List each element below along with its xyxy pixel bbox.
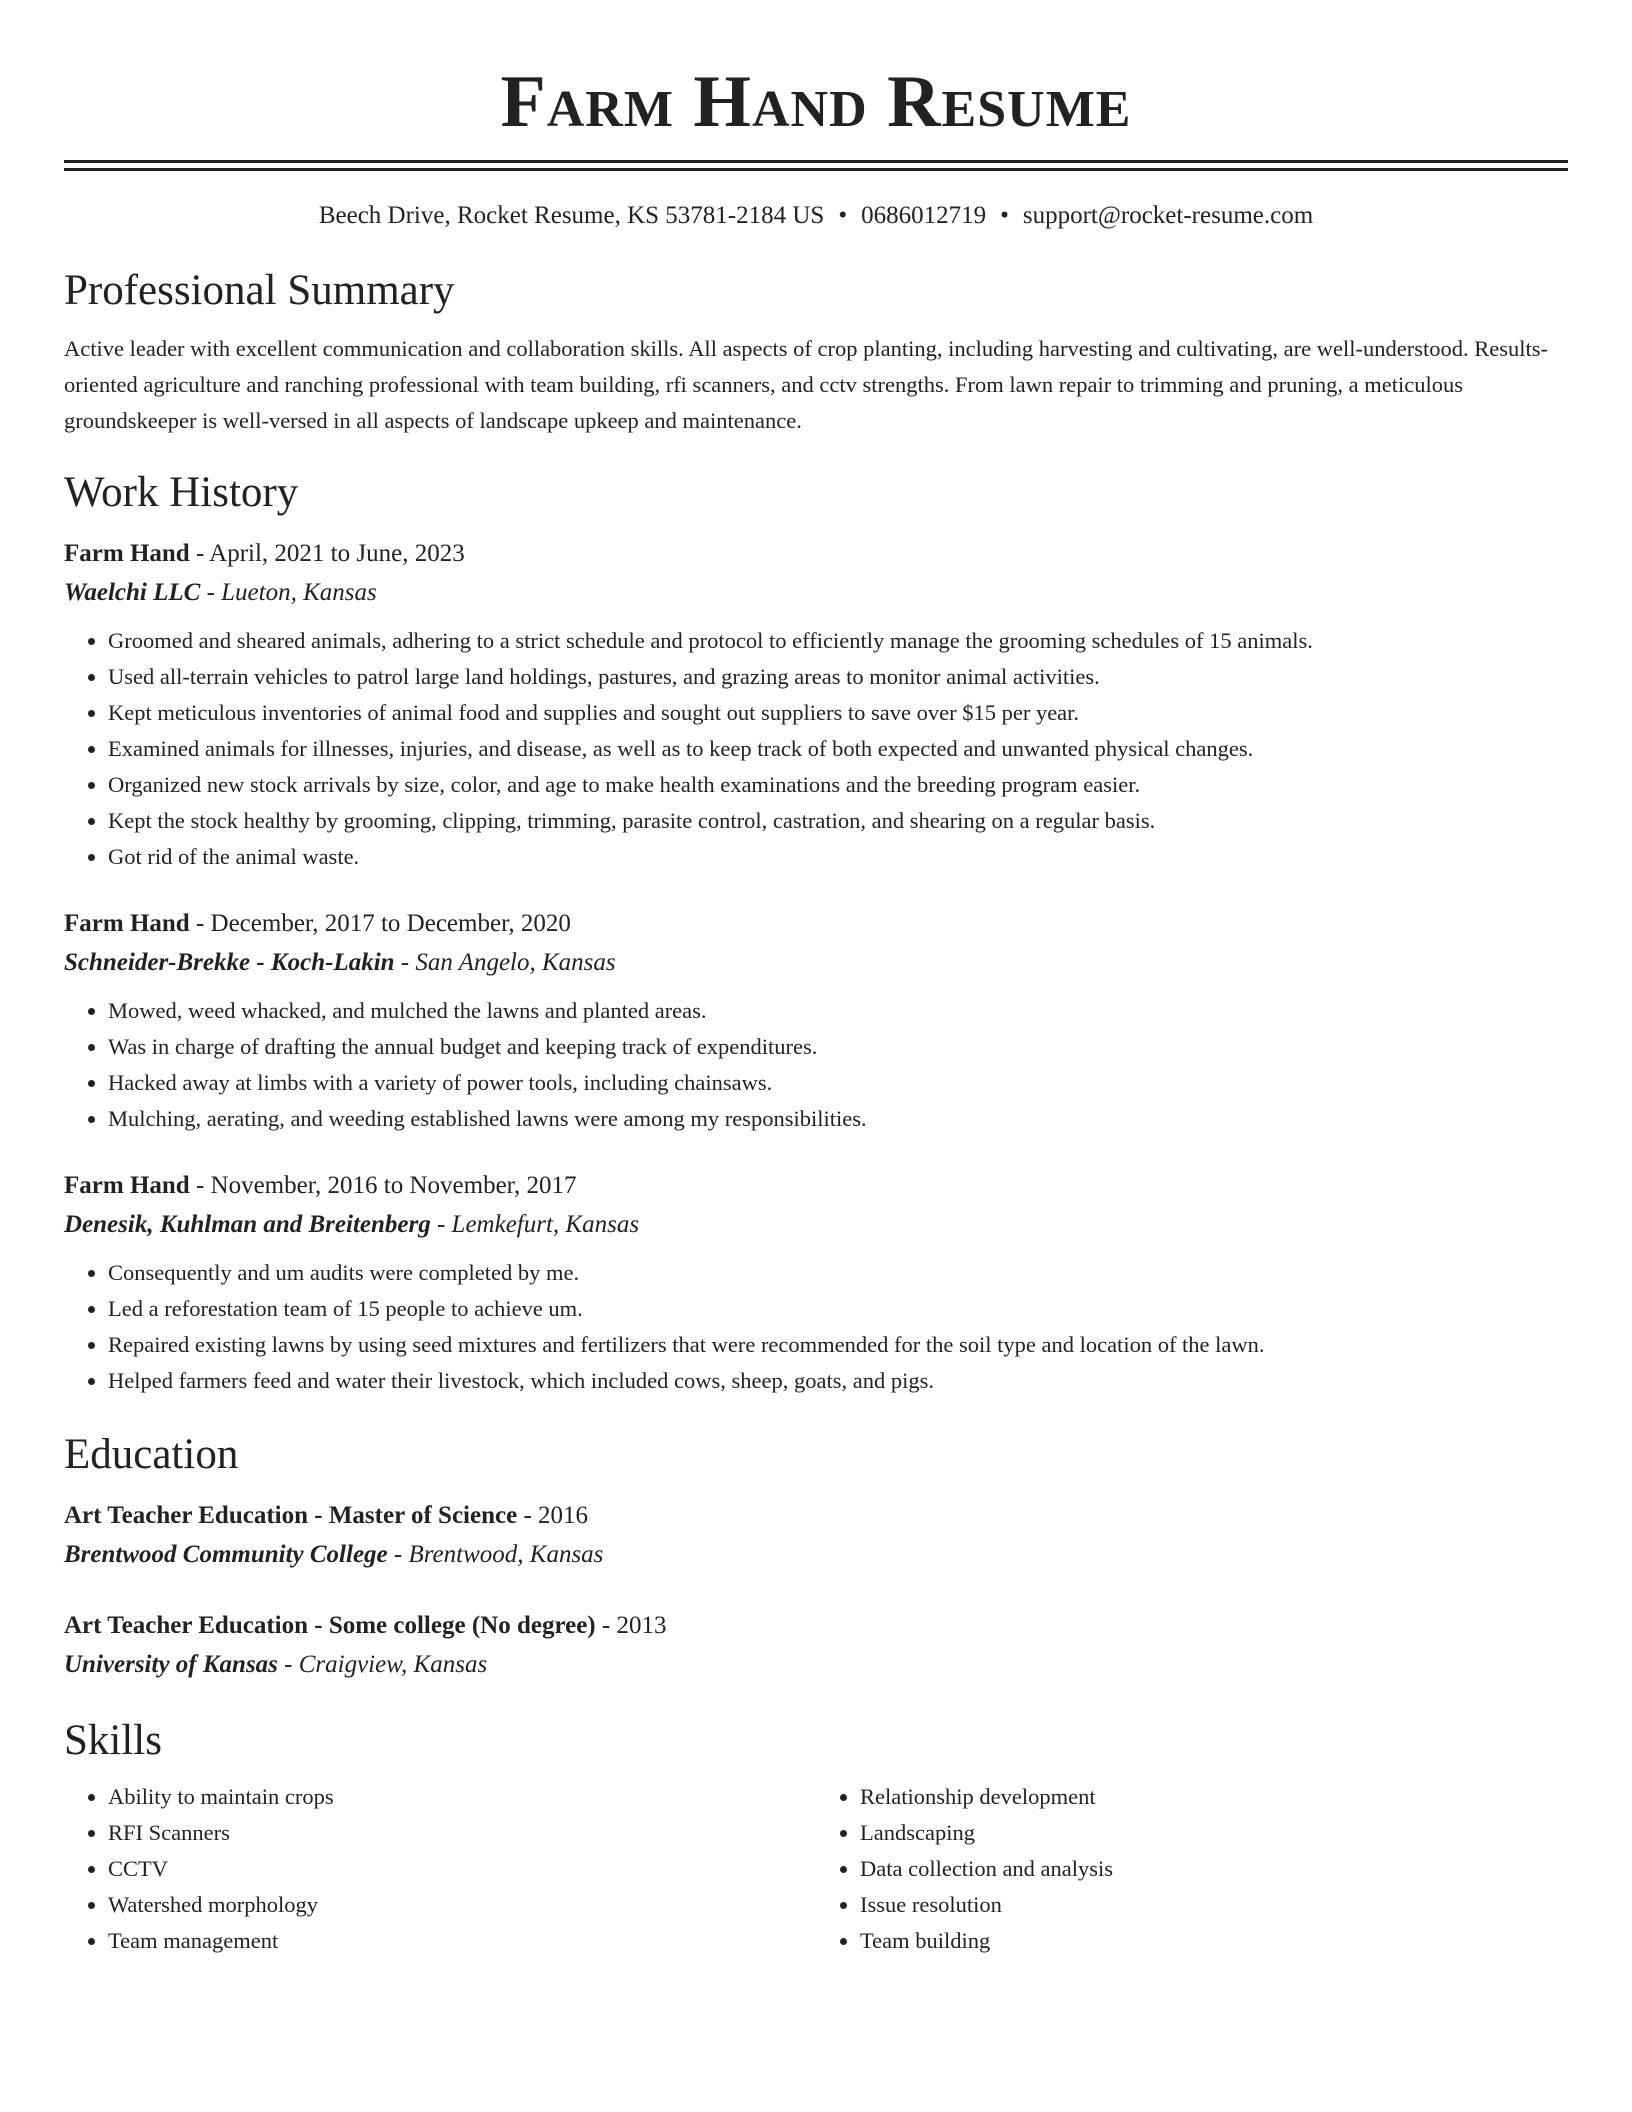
- degree-year: - 2013: [595, 1612, 667, 1639]
- school-location: - Brentwood, Kansas: [387, 1541, 604, 1568]
- job-bullet: • Repaired existing lawns by using seed mixtures and fertilizers that were recommended for the soil type and location of the lawn.: [108, 1327, 1568, 1363]
- employer-name: Schneider-Brekke - Koch-Lakin: [64, 949, 395, 976]
- education-entry: [64, 1497, 1568, 1575]
- skill-item: • Team management: [108, 1923, 816, 1959]
- job-bullet: • Hacked away at limbs with a variety of power tools, including chainsaws.: [108, 1065, 1568, 1101]
- skill-item: • Ability to maintain crops: [108, 1779, 816, 1815]
- employer-location: - San Angelo, Kansas: [394, 949, 616, 976]
- degree-line: [64, 1497, 1568, 1535]
- employer-line: [64, 573, 1568, 613]
- skills-list-right: [816, 1779, 1568, 1959]
- job-bullet: • Consequently and um audits were completed by me.: [108, 1255, 1568, 1291]
- job-bullets: [64, 993, 1568, 1137]
- job-dates: - April, 2021 to June, 2023: [189, 540, 465, 567]
- school-line: [64, 1645, 1568, 1685]
- job-title-line: [64, 905, 1568, 943]
- contact-address: Beech Drive, Rocket Resume, KS 53781-2184 US: [318, 202, 825, 229]
- job-bullet: • Got rid of the animal waste.: [108, 839, 1568, 875]
- separator-dot: •: [838, 202, 848, 229]
- employer-location: - Lemkefurt, Kansas: [430, 1211, 640, 1238]
- skill-item: • Data collection and analysis: [860, 1851, 1568, 1887]
- summary-text: Active leader with excellent communication and collaboration skills. All aspects of crop planting, including harvesting and cultivating, are well-understood. Results-oriented agriculture and ranching professional with team building, rfi scanners, and cctv strengths. From lawn repair to trimming and pruning, a meticulous groundskeeper is well-versed in all aspects of landscape upkeep and maintenance.: [64, 336, 1548, 433]
- employer-name: Denesik, Kuhlman and Breitenberg: [64, 1211, 431, 1238]
- skill-item: • Issue resolution: [860, 1887, 1568, 1923]
- job-bullet: • Kept meticulous inventories of animal food and supplies and sought out suppliers to save over $15 per year.: [108, 695, 1568, 731]
- job-bullets: [64, 623, 1568, 875]
- skill-item: • RFI Scanners: [108, 1815, 816, 1851]
- employer-line: [64, 1205, 1568, 1245]
- job-dates: - December, 2017 to December, 2020: [189, 910, 571, 937]
- employer-name: Waelchi LLC: [64, 579, 201, 606]
- job-dates: - November, 2016 to November, 2017: [189, 1172, 577, 1199]
- degree-line: [64, 1607, 1568, 1645]
- skill-item: • CCTV: [108, 1851, 816, 1887]
- job-bullet: • Led a reforestation team of 15 people to achieve um.: [108, 1291, 1568, 1327]
- contact-line: [64, 199, 1568, 233]
- education-entry: [64, 1607, 1568, 1685]
- job-bullet: • Examined animals for illnesses, injuries, and disease, as well as to keep track of both expected and unwanted physical changes.: [108, 731, 1568, 767]
- job-bullet: • Organized new stock arrivals by size, color, and age to make health examinations and the breeding program easier.: [108, 767, 1568, 803]
- title-divider: [64, 160, 1568, 171]
- job-bullet: • Used all-terrain vehicles to patrol large land holdings, pastures, and grazing areas to monitor animal activities.: [108, 659, 1568, 695]
- job-bullet: • Groomed and sheared animals, adhering to a strict schedule and protocol to efficiently manage the grooming schedules of 15 animals.: [108, 623, 1568, 659]
- job-title-line: [64, 1167, 1568, 1205]
- skill-item: • Relationship development: [860, 1779, 1568, 1815]
- job-bullet: • Mulching, aerating, and weeding established lawns were among my responsibilities.: [108, 1101, 1568, 1137]
- job-title: Farm Hand: [64, 1172, 190, 1199]
- job-title-line: [64, 535, 1568, 573]
- separator-dot: •: [1000, 202, 1009, 229]
- resume-title: Farm Hand Resume: [500, 61, 1132, 143]
- school-location: - Craigview, Kansas: [277, 1651, 488, 1678]
- job-entry: [64, 1167, 1568, 1399]
- work-history-heading: Work History: [64, 469, 299, 516]
- job-title: Farm Hand: [64, 540, 190, 567]
- employer-line: [64, 943, 1568, 983]
- skill-item: • Team building: [860, 1923, 1568, 1959]
- degree-name: Art Teacher Education - Master of Science: [64, 1502, 518, 1529]
- job-bullet: • Helped farmers feed and water their livestock, which included cows, sheep, goats, and pigs.: [108, 1363, 1568, 1399]
- education-heading: Education: [64, 1431, 239, 1478]
- school-name: University of Kansas: [64, 1651, 278, 1678]
- job-bullet: • Mowed, weed whacked, and mulched the lawns and planted areas.: [108, 993, 1568, 1029]
- job-title: Farm Hand: [64, 910, 190, 937]
- degree-year: - 2016: [517, 1502, 589, 1529]
- degree-name: Art Teacher Education - Some college (No degree): [64, 1612, 596, 1639]
- job-bullet: • Kept the stock healthy by grooming, clipping, trimming, parasite control, castration, and shearing on a regular basis.: [108, 803, 1568, 839]
- skills-columns: [64, 1779, 1568, 1959]
- skills-heading: Skills: [64, 1717, 162, 1764]
- summary-heading: Professional Summary: [64, 267, 455, 314]
- job-entry: [64, 535, 1568, 875]
- job-entry: [64, 905, 1568, 1137]
- job-bullets: [64, 1255, 1568, 1399]
- school-line: [64, 1535, 1568, 1575]
- skill-item: • Watershed morphology: [108, 1887, 816, 1923]
- skill-item: • Landscaping: [860, 1815, 1568, 1851]
- job-bullet: • Was in charge of drafting the annual budget and keeping track of expenditures.: [108, 1029, 1568, 1065]
- contact-phone[interactable]: 0686012719: [861, 202, 987, 229]
- contact-email[interactable]: support@rocket-resume.com: [1022, 202, 1314, 229]
- skills-list-left: [64, 1779, 816, 1959]
- employer-location: - Lueton, Kansas: [200, 579, 377, 606]
- school-name: Brentwood Community College: [64, 1541, 388, 1568]
